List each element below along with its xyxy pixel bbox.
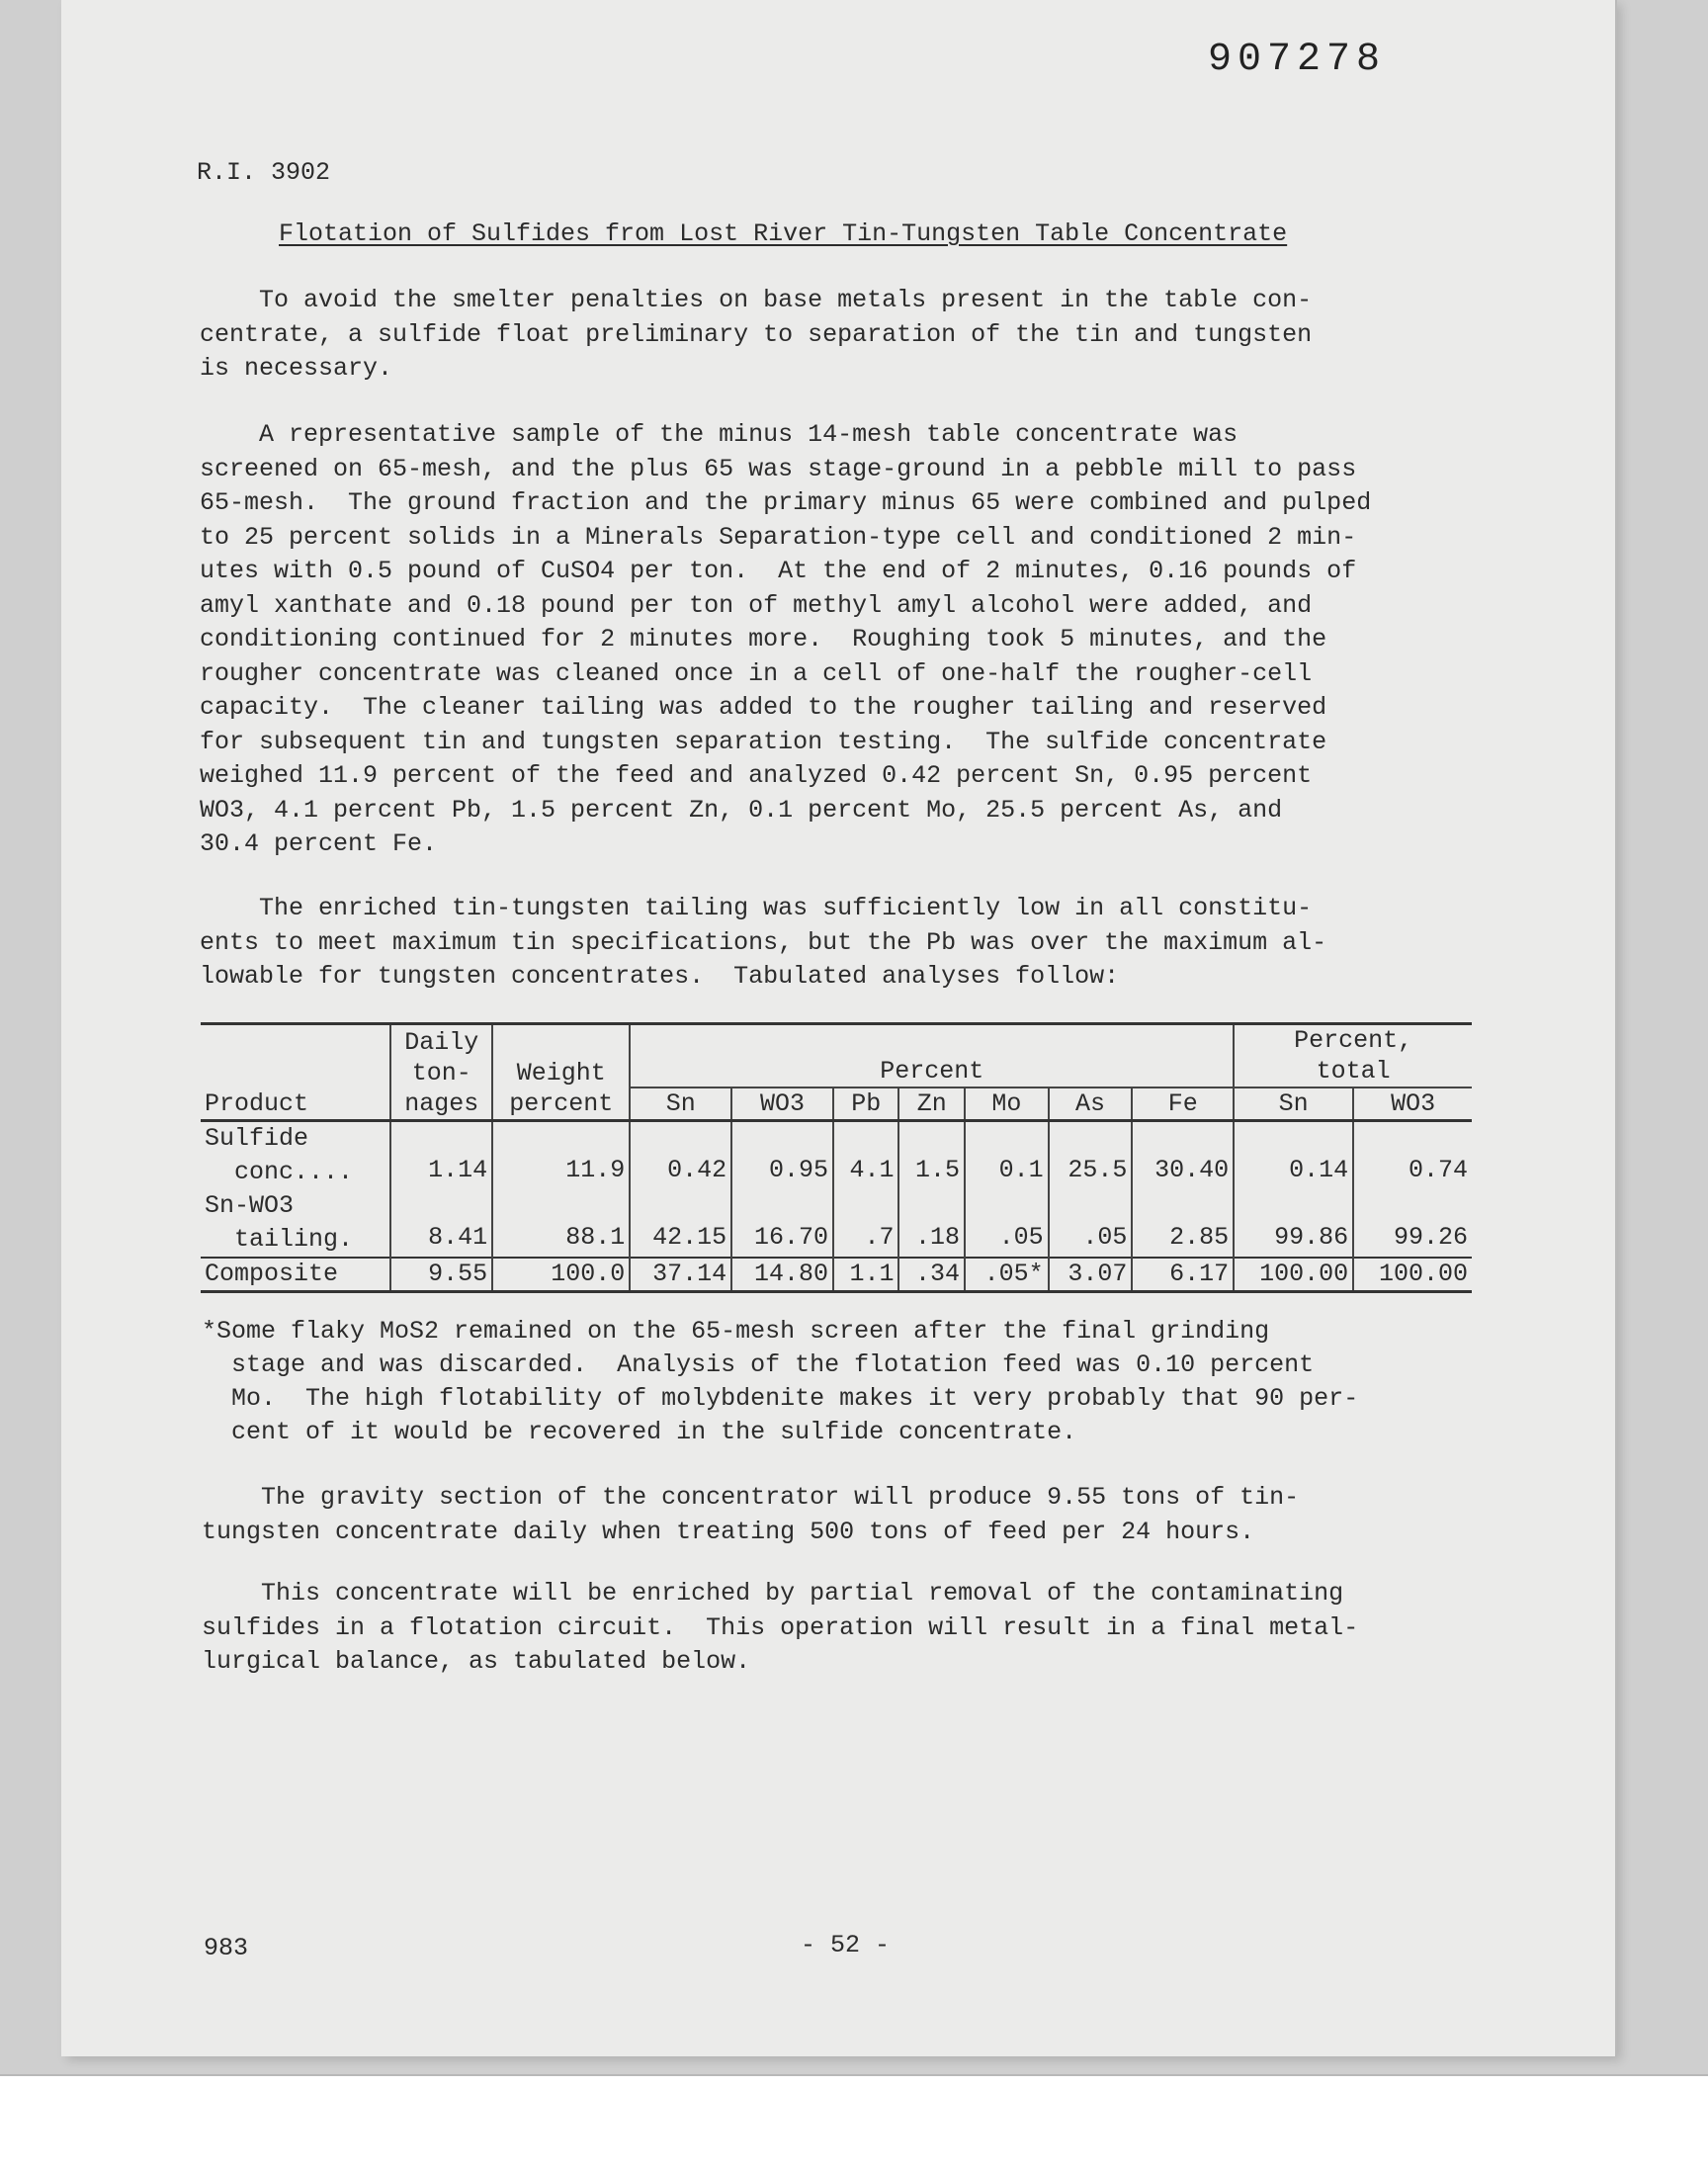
col-header-mo: Mo bbox=[965, 1088, 1049, 1121]
col-header-sn: Sn bbox=[630, 1088, 731, 1121]
col-header-as: As bbox=[1049, 1088, 1133, 1121]
page-number: - 52 - bbox=[801, 1931, 891, 1959]
table-cell: 1.5 bbox=[898, 1121, 965, 1190]
table-cell: 4.1 bbox=[833, 1121, 899, 1190]
row-label: Sn-WO3 tailing. bbox=[201, 1189, 390, 1258]
table-cell: .18 bbox=[898, 1189, 965, 1258]
table-footnote: *Some flaky MoS2 remained on the 65-mesh screen after the final grinding stage and was discarded. Analysis of the flotation feed was 0.10 percent Mo. The high flotability of molybdenite makes it very probably that 90 per- cent of it would be recovered in the sulfide concentrate. bbox=[202, 1317, 1359, 1446]
col-header-product: Product bbox=[201, 1024, 390, 1121]
table-cell: 11.9 bbox=[492, 1121, 630, 1190]
paragraph-gravity: The gravity section of the concentrator will produce 9.55 tons of tin- tungsten concentrate daily when treating 500 tons of feed per 24 hours. bbox=[202, 1483, 1300, 1546]
col-header-fe: Fe bbox=[1132, 1088, 1234, 1121]
col-header-total-sn: Sn bbox=[1234, 1088, 1353, 1121]
table-cell: 100.0 bbox=[492, 1258, 630, 1292]
document-number: 907278 bbox=[1208, 38, 1387, 82]
paragraph-intro: To avoid the smelter penalties on base metals present in the table con- centrate, a sulfide float preliminary to separation of the tin and tungsten is necessary. bbox=[200, 286, 1313, 383]
table-cell: .7 bbox=[833, 1189, 899, 1258]
table-cell: 99.26 bbox=[1353, 1189, 1472, 1258]
table-cell: 8.41 bbox=[390, 1189, 492, 1258]
table-cell: 100.00 bbox=[1353, 1258, 1472, 1292]
col-header-wo3: WO3 bbox=[731, 1088, 833, 1121]
page-title: Flotation of Sulfides from Lost River Tin-Tungsten Table Concentrate bbox=[279, 219, 1288, 248]
report-id: R.I. 3902 bbox=[197, 158, 331, 187]
table-cell: 37.14 bbox=[630, 1258, 731, 1292]
col-header-percent-total: Percent, total bbox=[1234, 1024, 1472, 1088]
col-header-weight-percent: Weight percent bbox=[492, 1024, 630, 1121]
row-label: Sulfide conc.... bbox=[201, 1121, 390, 1190]
table-cell: 25.5 bbox=[1049, 1121, 1133, 1190]
table-cell: 0.95 bbox=[731, 1121, 833, 1190]
footer-code: 983 bbox=[204, 1934, 249, 1962]
table-cell: 0.74 bbox=[1353, 1121, 1472, 1190]
table-row bbox=[201, 1121, 1472, 1190]
table-cell: 6.17 bbox=[1132, 1258, 1234, 1292]
table-cell: 2.85 bbox=[1132, 1189, 1234, 1258]
table-cell: 88.1 bbox=[492, 1189, 630, 1258]
table-cell: .05 bbox=[1049, 1189, 1133, 1258]
table-cell: 1.1 bbox=[833, 1258, 899, 1292]
table-row bbox=[201, 1258, 1472, 1292]
col-header-total-wo3: WO3 bbox=[1353, 1088, 1472, 1121]
table-cell: 1.14 bbox=[390, 1121, 492, 1190]
table-cell: .34 bbox=[898, 1258, 965, 1292]
paragraph-procedure: A representative sample of the minus 14-mesh table concentrate was screened on 65-mesh, and the plus 65 was stage-ground in a pebble mill to pass 65-mesh. The ground fraction and the primary minus 65 were combined and pulped to 25 percent solids in a Minerals Separation-type cell and conditioned 2 min- utes with 0.5 pound of CuSO4 per ton. At the end of 2 minutes, 0.16 pounds of amyl xanthate and 0.18 pound per ton of methyl amyl alcohol were added, and conditioning continued for 2 minutes more. Roughing took 5 minutes, and the rougher concentrate was cleaned once in a cell of one-half the rougher-cell capacity. The cleaner tailing was added to the rougher tailing and reserved for subsequent tin and tungsten separation testing. The sulfide concentrate weighed 11.9 percent of the feed and analyzed 0.42 percent Sn, 0.95 percent WO3, 4.1 percent Pb, 1.5 percent Zn, 0.1 percent Mo, 25.5 percent As, and 30.4 percent Fe. bbox=[200, 420, 1372, 858]
table-cell: .05 bbox=[965, 1189, 1049, 1258]
table-cell: 0.42 bbox=[630, 1121, 731, 1190]
paragraph-results: The enriched tin-tungsten tailing was sufficiently low in all constitu- ents to meet maximum tin specifications, but the Pb was over the maximum al- lowable for tungsten concentrates. Tabulated analyses follow: bbox=[200, 894, 1327, 991]
table-cell: 14.80 bbox=[731, 1258, 833, 1292]
table-cell: 9.55 bbox=[390, 1258, 492, 1292]
table-cell: 16.70 bbox=[731, 1189, 833, 1258]
col-header-daily-tonnages: Daily ton- nages bbox=[390, 1024, 492, 1121]
col-header-zn: Zn bbox=[898, 1088, 965, 1121]
table-cell: .05* bbox=[965, 1258, 1049, 1292]
scan-bottom-margin bbox=[0, 2076, 1708, 2175]
table-cell: 30.40 bbox=[1132, 1121, 1234, 1190]
table-cell: 99.86 bbox=[1234, 1189, 1353, 1258]
table-cell: 0.1 bbox=[965, 1121, 1049, 1190]
col-header-pb: Pb bbox=[833, 1088, 899, 1121]
row-label: Composite bbox=[201, 1258, 390, 1292]
table-cell: 0.14 bbox=[1234, 1121, 1353, 1190]
paragraph-enrichment: This concentrate will be enriched by partial removal of the contaminating sulfides in a flotation circuit. This operation will result in a final metal- lurgical balance, as tabulated below. bbox=[202, 1579, 1359, 1676]
table-row bbox=[201, 1189, 1472, 1258]
analysis-table bbox=[201, 1022, 1472, 1293]
col-header-percent: Percent bbox=[630, 1024, 1234, 1088]
table-cell: 100.00 bbox=[1234, 1258, 1353, 1292]
table-cell: 3.07 bbox=[1049, 1258, 1133, 1292]
table-cell: 42.15 bbox=[630, 1189, 731, 1258]
